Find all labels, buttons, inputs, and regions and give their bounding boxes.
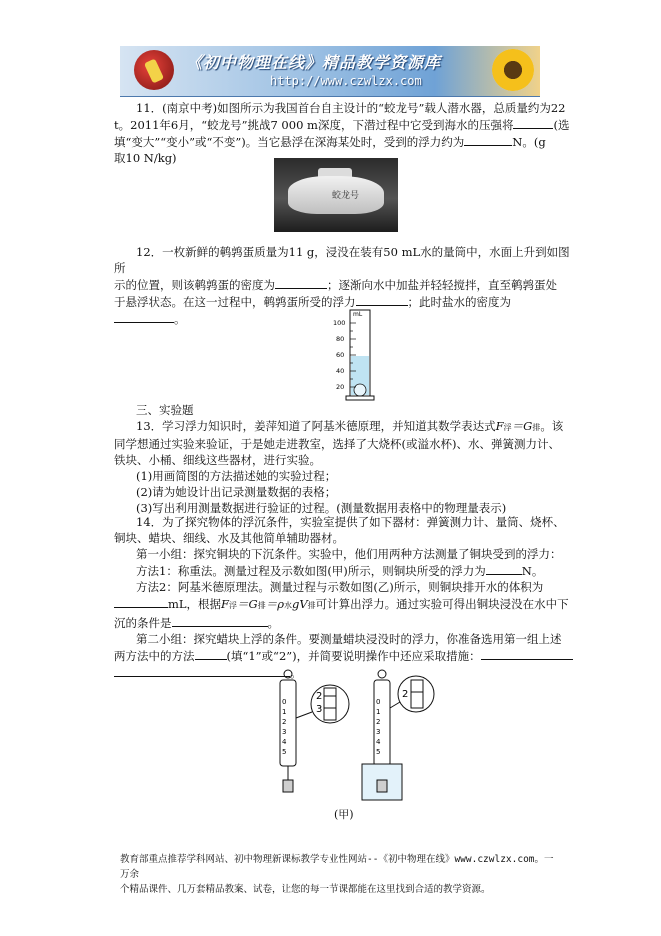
page-footer (120, 852, 554, 897)
zoom-circle-right (390, 676, 434, 712)
q14-group2: 第二小组：探究蜡块上浮的条件。要测量蜡块浸没时的浮力，你准备选用第一组上述 (136, 632, 562, 646)
cylinder-svg (332, 306, 378, 402)
q13-line2: 同学想通过实验来验证，于是她走进教室，选择了大烧杯(或溢水杯)、水、弹簧测力计、 (114, 437, 560, 451)
answer-blank[interactable] (114, 664, 290, 677)
scale-tick-label: 1 (376, 708, 381, 716)
q11-line3: 填“变大”“变小”或“不变”)。当它悬浮在深海某处时，受到的浮力约为 N。(g (114, 135, 546, 149)
q14-group2-end: 。 (114, 664, 576, 681)
q14-method2-end: 沉的条件是 。 (114, 616, 279, 630)
scale-tick-label: 2 (376, 718, 381, 726)
zoom-label: 2 (316, 691, 323, 702)
question-14 (114, 514, 576, 681)
sunflower-image (492, 49, 534, 91)
scale-tick-label: 3 (376, 728, 381, 736)
scale-tick-label: 1 (282, 708, 287, 716)
spring-scale-figure (270, 668, 440, 804)
q11-line2: t。2011年6月，“蛟龙号”挑战7 000 m深度，下潜过程中它受到海水的压强将 (选 (114, 118, 570, 132)
site-title: 《初中物理在线》精品教学资源库 (186, 53, 442, 72)
zoom-label: 2 (402, 689, 409, 700)
answer-blank[interactable] (195, 647, 227, 660)
scale-tick-label: 4 (376, 738, 381, 746)
footer-line2: 个精品课件、几万套精品教案、试卷，让您的每一节课都能在这里找到合适的教学资源。 (120, 884, 491, 895)
scale-tick-label: 0 (282, 698, 287, 706)
answer-blank[interactable] (275, 276, 327, 289)
question-11 (114, 100, 576, 166)
header-banner (120, 46, 540, 97)
cylinder-tick-label: 20 (336, 383, 345, 391)
apparatus-svg (270, 668, 440, 804)
q14-method2-cont: mL，根据F浮＝G排＝ρ水gV排可计算出浮力。通过实验可得出铜块浸没在水中下 (114, 595, 576, 614)
site-logo (134, 50, 174, 90)
q13-line1: 13．学习浮力知识时，姜萍知道了阿基米德原理，并知道其数学表达式F浮＝G排。该 (136, 419, 564, 433)
answer-blank[interactable] (114, 595, 168, 608)
q14-line2: 铜块、蜡块、细线、水及其他简单辅助器材。 (114, 531, 344, 545)
spring-scale-right (362, 670, 402, 800)
scale-tick-label: 0 (376, 698, 381, 706)
scale-tick-label: 5 (282, 748, 287, 756)
q14-method2: 方法2：阿基米德原理法。测量过程与示数如图(乙)所示，则铜块排开水的体积为 (136, 580, 544, 594)
scale-tick-label: 2 (282, 718, 287, 726)
answer-blank[interactable] (464, 133, 512, 146)
q13-item1: (1)用画简图的方法描述她的实验过程； (136, 469, 337, 483)
footer-line1: 教育部重点推荐学科网站、初中物理新课标教学专业性网站--《初中物理在线》www.czwlzx.com。一万余 (120, 854, 554, 880)
scale-tick-label: 5 (376, 748, 381, 756)
answer-blank[interactable] (486, 562, 522, 575)
q12-line4: 。 (114, 310, 576, 327)
cylinder-tick-label: 100 (333, 319, 346, 327)
site-url[interactable]: http://www.czwlzx.com (270, 74, 422, 88)
scale-tick-label: 3 (282, 728, 287, 736)
submersible-photo (274, 158, 398, 232)
cylinder-unit: mL (353, 311, 363, 318)
q12-line1: 12．一枚新鲜的鹌鹑蛋质量为11 g，浸没在装有50 mL水的量筒中，水面上升到如图所 (114, 245, 570, 275)
section-heading: 三、实验题 (136, 403, 194, 417)
q12-line3: 于悬浮状态。在这一过程中，鹌鹑蛋所受的浮力 ；此时盐水的密度为 (114, 295, 511, 309)
egg-shape (354, 384, 366, 396)
photo-label: 蛟龙号 (332, 191, 360, 201)
q14-group2-cont: 两方法中的方法 (填“1”或“2”)，并简要说明操作中还应采取措施： (114, 647, 576, 664)
q11-line1: 11．(南京中考)如图所示为我国首台自主设计的“蛟龙号”载人潜水器，总质量约为22 (136, 101, 566, 115)
scale-tick-label: 4 (282, 738, 287, 746)
q13-line3: 铁块、小桶、细线这些器材，进行实验。 (114, 453, 321, 467)
answer-blank[interactable] (481, 647, 573, 660)
q13-item2: (2)请为她设计出记录测量数据的表格； (136, 485, 337, 499)
zoom-label: 3 (316, 704, 323, 715)
q14-group1: 第一小组：探究铜块的下沉条件。实验中，他们用两种方法测量了铜块受到的浮力： (136, 547, 562, 561)
q14-line1: 14．为了探究物体的浮沉条件，实验室提供了如下器材：弹簧测力计、量筒、烧杯、 (136, 515, 565, 529)
answer-blank[interactable] (114, 310, 174, 323)
q14-method1: 方法1：称重法。测量过程及示数如图(甲)所示，则铜块所受的浮力为 N。 (136, 564, 544, 578)
q13-item3: (3)写出利用测量数据进行验证的过程。(测量数据用表格中的物理量表示) (136, 501, 507, 515)
question-13 (114, 402, 576, 516)
answer-blank[interactable] (513, 116, 553, 129)
cylinder-tick-label: 60 (336, 351, 345, 359)
figure-caption: (甲) (334, 808, 354, 821)
q11-line4: 取10 N/kg) (114, 151, 177, 165)
answer-blank[interactable] (172, 614, 268, 627)
q12-line2: 示的位置，则该鹌鹑蛋的密度为 ；逐渐向水中加盐并轻轻搅拌，直至鹌鹑蛋处 (114, 278, 557, 292)
measuring-cylinder-figure (332, 306, 378, 402)
zoom-circle-left (296, 685, 349, 723)
cylinder-tick-label: 80 (336, 335, 345, 343)
cylinder-tick-label: 40 (336, 367, 345, 375)
answer-blank[interactable] (356, 293, 408, 306)
